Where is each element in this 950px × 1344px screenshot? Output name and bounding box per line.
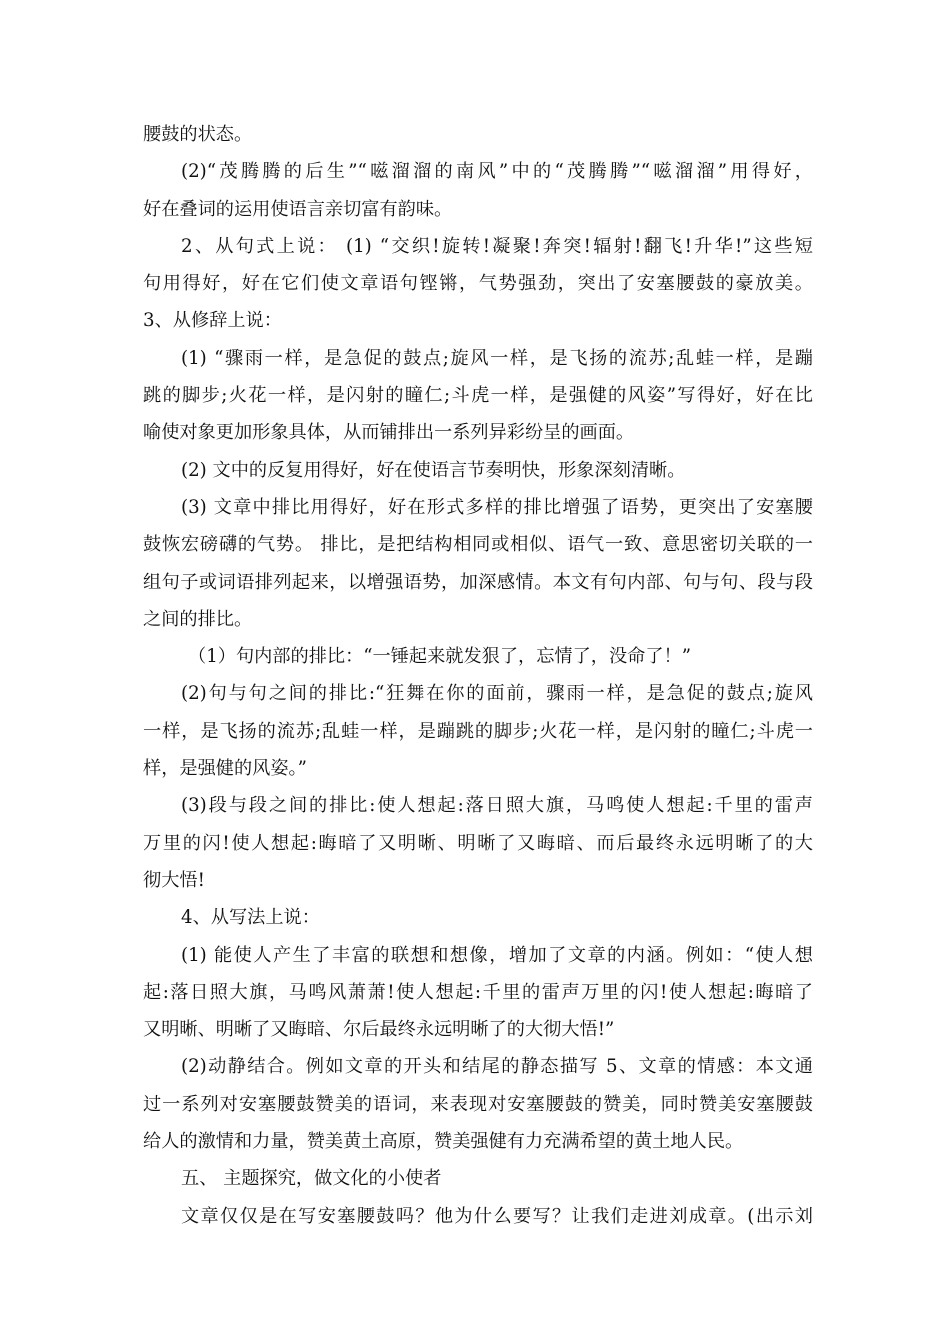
- text-line: (2)“茂腾腾的后生”“嗞溜溜的南风”中的“茂腾腾”“嗞溜溜”用得好，: [181, 161, 813, 183]
- text-line: (1) “骤雨一样，是急促的鼓点;旋风一样，是飞扬的流苏;乱蛙一样，是蹦: [181, 347, 813, 369]
- text-line: 好在叠词的运用使语言亲切富有韵味。: [143, 198, 453, 220]
- text-line: 样，是强健的风姿。”: [143, 758, 307, 780]
- text-line: 又明晰、明晰了又晦暗、尔后最终永远明晰了的大彻大悟!”: [143, 1019, 615, 1041]
- text-line: 组句子或词语排列起来，以增强语势，加深感情。本文有句内部、句与句、段与段: [143, 571, 813, 593]
- text-line: (2) 文中的反复用得好，好在使语言节奏明快，形象深刻清晰。: [181, 459, 686, 481]
- text-line: 彻大悟!: [143, 869, 205, 891]
- text-line: 起:落日照大旗，马鸣风萧萧!使人想起:千里的雷声万里的闪!使人想起:晦暗了: [143, 981, 813, 1003]
- text-line: (1) 能使人产生了丰富的联想和想像，增加了文章的内涵。例如：“使人想: [181, 944, 813, 966]
- text-line: 2、从句式上说： (1) “交织!旋转!凝聚!奔突!辐射!翻飞!升华!”这些短: [181, 235, 813, 257]
- text-line: 腰鼓的状态。: [143, 124, 253, 145]
- text-line: 过一系列对安塞腰鼓赞美的语词，来表现对安塞腰鼓的赞美，同时赞美安塞腰鼓: [143, 1093, 813, 1115]
- text-line: 文章仅仅是在写安塞腰鼓吗？他为什么要写？让我们走进刘成章。(出示刘: [181, 1205, 813, 1227]
- text-line: 喻使对象更加形象具体，从而铺排出一系列异彩纷呈的画面。: [143, 422, 635, 444]
- text-line: 一样，是飞扬的流苏;乱蛙一样，是蹦跳的脚步;火花一样，是闪射的瞳仁;斗虎一: [143, 720, 813, 742]
- text-line: (3)段与段之间的排比:使人想起:落日照大旗，马鸣使人想起:千里的雷声: [181, 795, 813, 817]
- text-line: （1）句内部的排比：“一锤起来就发狠了，忘情了，没命了！”: [188, 646, 692, 668]
- text-line: 万里的闪!使人想起:晦暗了又明晰、明晰了又晦暗、而后最终永远明晰了的大: [143, 832, 813, 854]
- text-line: 鼓恢宏磅礴的气势。 排比，是把结构相同或相似、语气一致、意思密切关联的一: [143, 534, 813, 556]
- text-line: 跳的脚步;火花一样，是闪射的瞳仁;斗虎一样，是强健的风姿”写得好，好在比: [143, 385, 813, 407]
- section-heading: 3、从修辞上说：: [143, 310, 282, 332]
- text-line: (3) 文章中排比用得好，好在形式多样的排比增强了语势，更突出了安塞腰: [181, 496, 813, 518]
- document-body: [143, 116, 813, 1235]
- section-heading: 五、 主题探究，做文化的小使者: [181, 1168, 442, 1190]
- text-line: 句用得好，好在它们使文章语句铿锵，气势强劲，突出了安塞腰鼓的豪放美。: [143, 273, 813, 295]
- text-line: (2)动静结合。例如文章的开头和结尾的静态描写 5、文章的情感：本文通: [181, 1056, 813, 1078]
- text-line: 之间的排比。: [143, 608, 253, 630]
- section-heading: 4、从写法上说：: [181, 907, 320, 929]
- text-line: (2)句与句之间的排比:“狂舞在你的面前，骤雨一样，是急促的鼓点;旋风: [181, 683, 813, 705]
- text-line: 给人的激情和力量，赞美黄土高原，赞美强健有力充满希望的黄土地人民。: [143, 1131, 744, 1153]
